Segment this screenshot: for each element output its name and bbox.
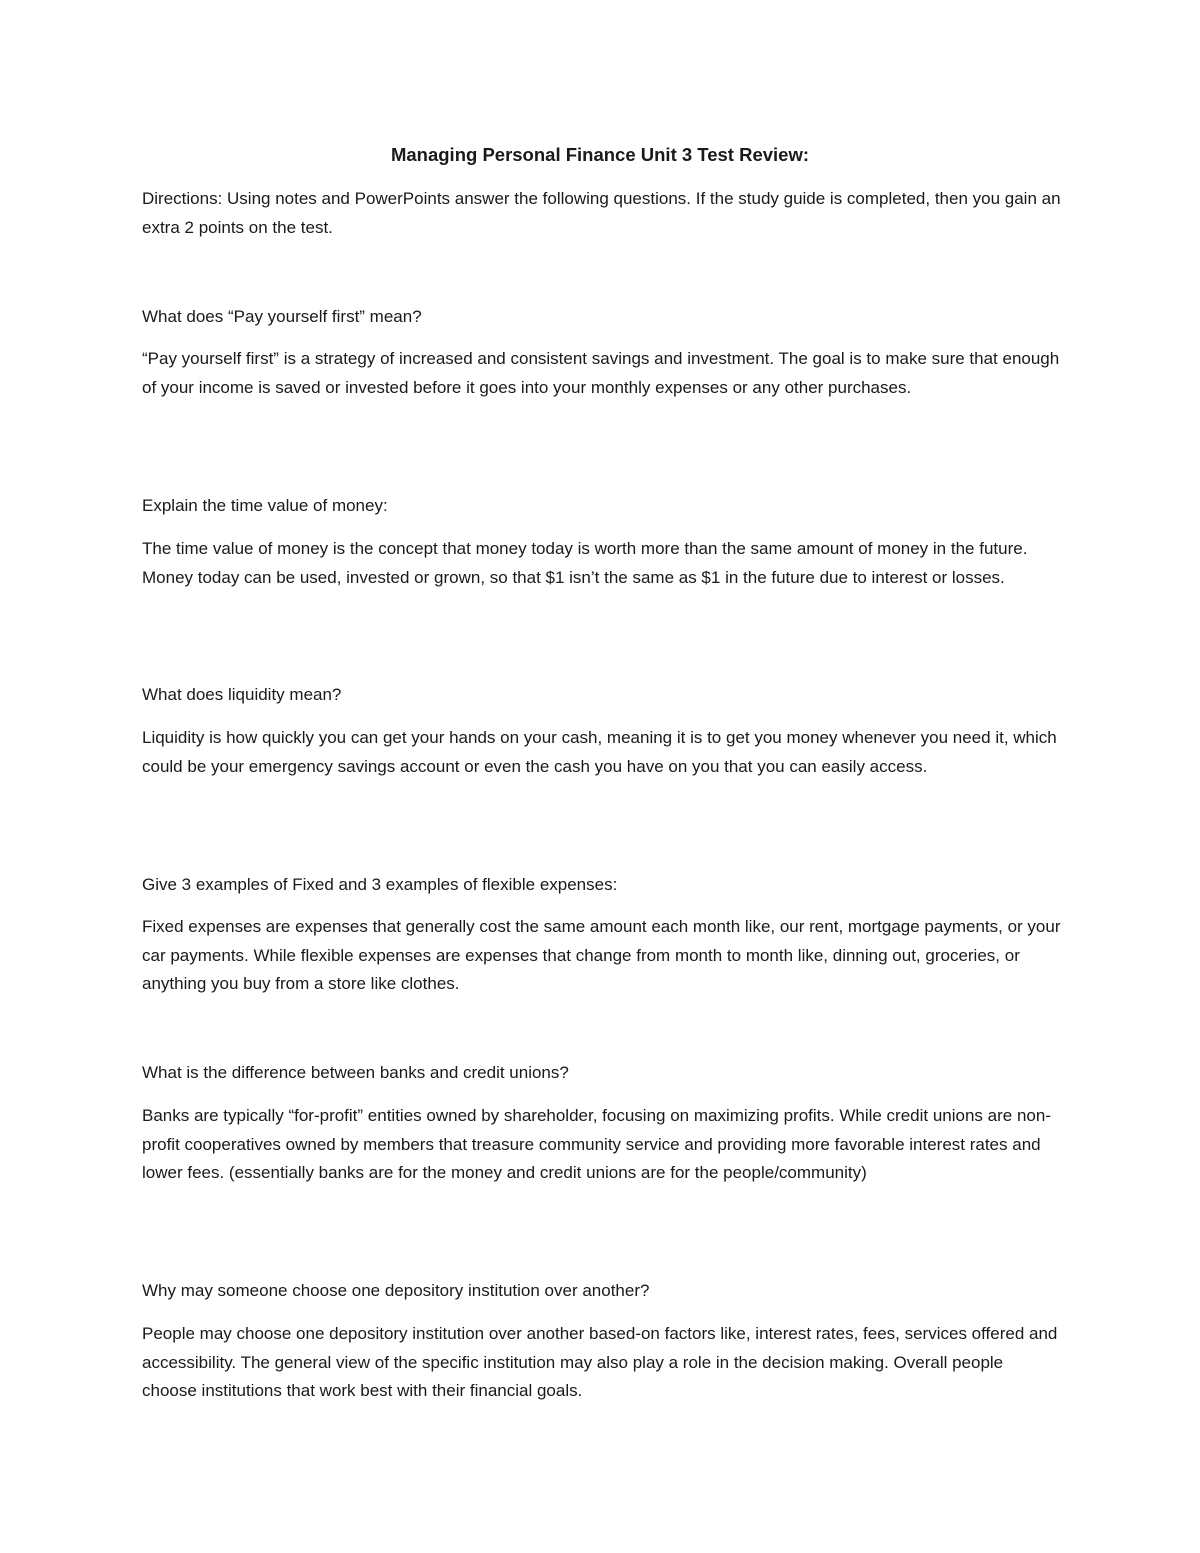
question-choose-depository-institution: Why may someone choose one depository institution over another? [142, 1281, 650, 1300]
question-banks-vs-credit-unions: What is the difference between banks and credit unions? [142, 1063, 569, 1082]
question-time-value-of-money: Explain the time value of money: [142, 496, 388, 515]
answer-banks-vs-credit-unions: Banks are typically “for-profit” entities owned by shareholder, focusing on maximizing profits. While credit unions are non-profit cooperatives owned by members that treasure community service and providing more favorable interest rates and lower fees. (essentially banks are for the money and credit unions are for the people/community) [142, 1106, 1051, 1182]
question-liquidity: What does liquidity mean? [142, 685, 342, 704]
answer-pay-yourself-first: “Pay yourself first” is a strategy of increased and consistent savings and investment. The goal is to make sure that enough of your income is saved or invested before it goes into your monthly expenses or any other purchases. [142, 349, 1060, 397]
answer-liquidity: Liquidity is how quickly you can get your hands on your cash, meaning it is to get you money whenever you need it, which could be your emergency savings account or even the cash you have on you that you can easily access. [142, 728, 1057, 776]
question-pay-yourself-first: What does “Pay yourself first” mean? [142, 307, 422, 326]
answer-fixed-flexible-expenses: Fixed expenses are expenses that generally cost the same amount each month like, our rent, mortgage payments, or your car payments. While flexible expenses are expenses that change from month to month like, dinning out, groceries, or anything you buy from a store like clothes. [142, 917, 1061, 993]
answer-time-value-of-money: The time value of money is the concept that money today is worth more than the same amount of money in the future. Money today can be used, invested or grown, so that $1 isn’t the same as $1 in the future due to interest or losses. [142, 539, 1028, 587]
page-title: Managing Personal Finance Unit 3 Test Review: [390, 144, 810, 165]
directions-text: Directions: Using notes and PowerPoints answer the following questions. If the study guide is completed, then you gain an extra 2 points on the test. [142, 189, 1061, 237]
answer-choose-depository-institution: People may choose one depository institution over another based-on factors like, interest rates, fees, services offered and accessibility. The general view of the specific institution may also play a role in the decision making. Overall people choose institutions that work best with their financial goals. [142, 1324, 1058, 1400]
question-fixed-flexible-expenses: Give 3 examples of Fixed and 3 examples of flexible expenses: [142, 875, 618, 894]
